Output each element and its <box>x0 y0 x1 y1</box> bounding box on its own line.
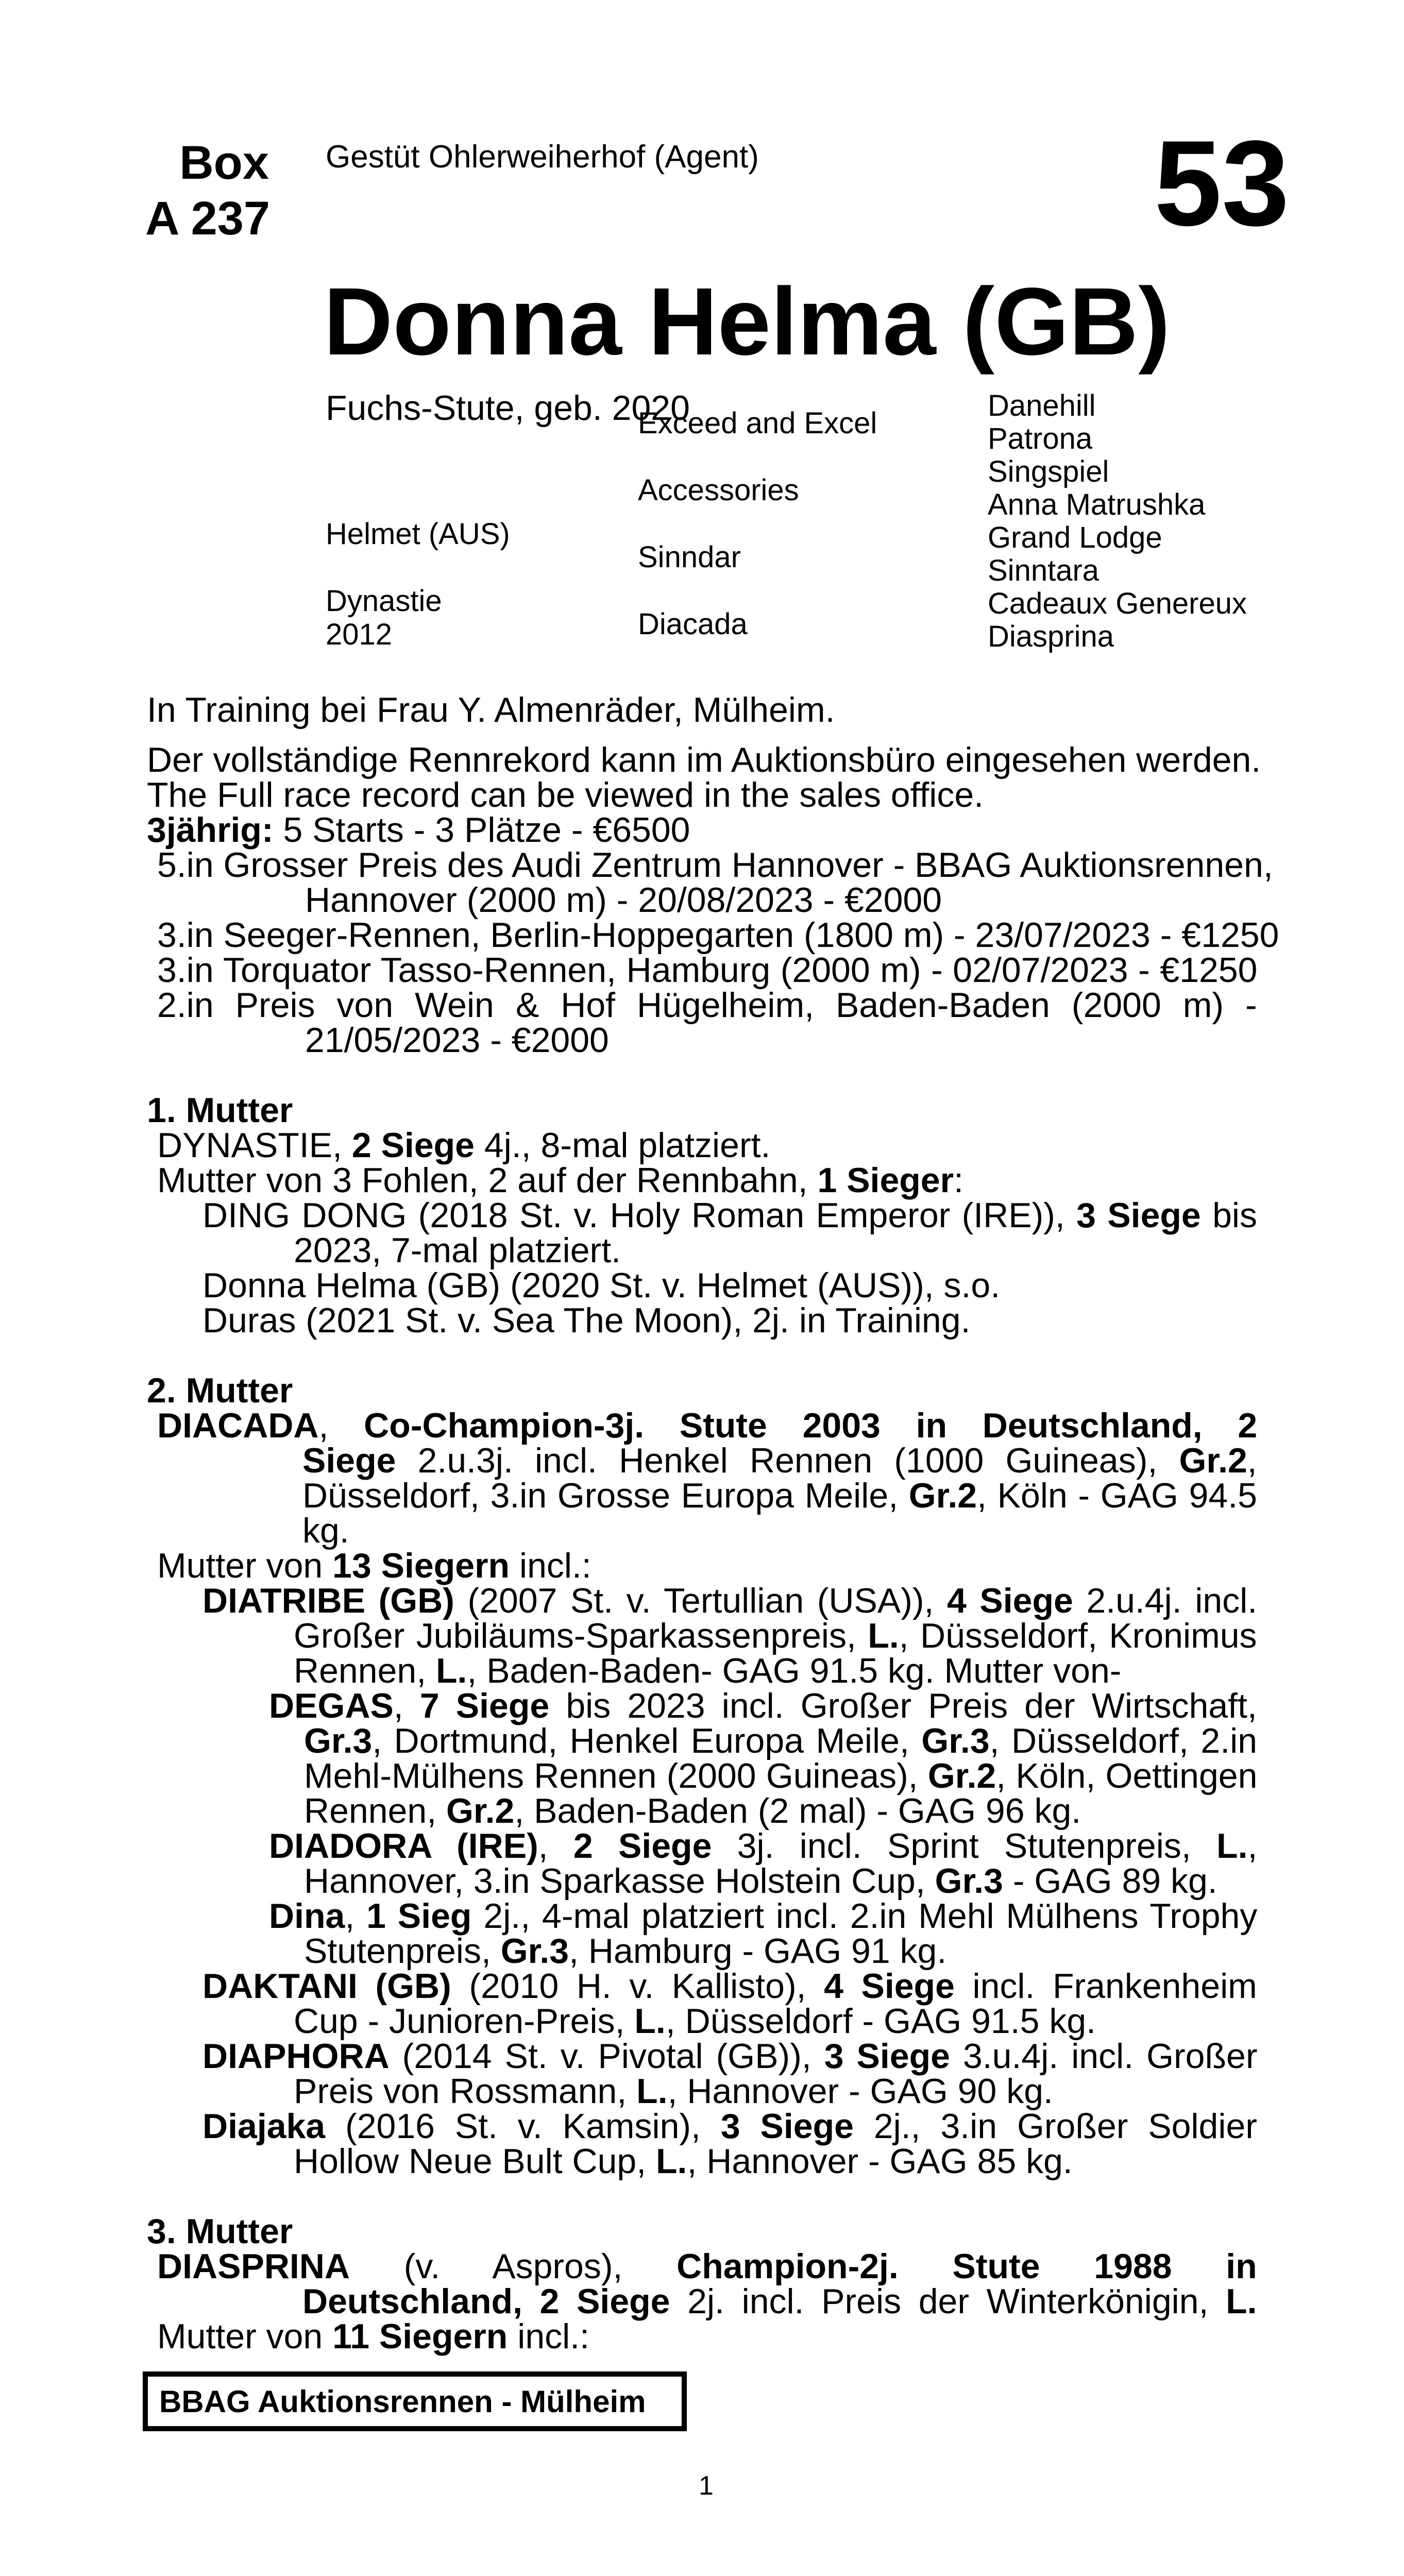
pedigree-gen3-2: Patrona <box>988 422 1093 455</box>
text-run: , Hannover - GAG 90 kg. <box>667 2072 1053 2111</box>
bold-run: L. <box>636 2072 668 2111</box>
text-line <box>294 2074 1053 2109</box>
text-run: 4j., 8-mal platziert. <box>475 1126 771 1165</box>
pedigree-sire-sire: Exceed and Excel <box>638 406 877 440</box>
text-line <box>304 1791 1081 1831</box>
bold-run: Gr.2 <box>927 1756 996 1795</box>
bold-run: Diajaka <box>202 2107 326 2146</box>
text-run: 5.in Grosser Preis des Audi Zentrum Hannover - BBAG Auktionsrennen, <box>157 845 1273 885</box>
text-run: bis <box>1200 1196 1258 1235</box>
text-run: , Köln - GAG 94.5 <box>977 1476 1257 1515</box>
text-run: , Düsseldorf - GAG 91.5 kg. <box>665 2002 1096 2041</box>
text-run: Hannover, 3.in Sparkasse Holstein Cup, <box>304 1861 935 1901</box>
text-run: kg. <box>302 1511 349 1550</box>
bold-run: Gr.2 <box>446 1791 515 1831</box>
text-run: 21/05/2023 - €2000 <box>305 1021 609 1060</box>
text-line <box>202 2039 1257 2074</box>
bold-run: 1 Sieg <box>366 1896 472 1936</box>
pedigree-gen3-7: Cadeaux Genereux <box>988 587 1247 620</box>
text-run: 3.u.4j. incl. Großer <box>950 2037 1258 2076</box>
text-line <box>147 1093 293 1128</box>
text-run: 2j., 4-mal platziert incl. 2.in Mehl Mülhens Trophy <box>471 1896 1258 1936</box>
text-run: (2016 St. v. Kamsin), <box>325 2107 721 2146</box>
text-run: 2.u.3j. incl. Henkel Rennen (1000 Guineas), <box>396 1441 1179 1480</box>
pedigree-gen3-3: Singspiel <box>988 455 1109 488</box>
sale-label-box <box>143 2371 687 2431</box>
text-run: 2j. incl. Preis der Winterkönigin, <box>670 2282 1226 2321</box>
bold-run: 2. Mutter <box>147 1371 293 1410</box>
text-run: Duras (2021 St. v. Sea The Moon), 2j. in Training. <box>202 1301 971 1340</box>
text-line <box>157 2319 589 2354</box>
bold-run: 2 Siege <box>573 1826 712 1866</box>
bold-run: Gr.3 <box>935 1861 1003 1901</box>
text-line <box>294 1618 1257 1653</box>
text-line <box>157 1548 591 1583</box>
pedigree-dam-sire: Sinndar <box>638 540 741 574</box>
text-run: Donna Helma (GB) (2020 St. v. Helmet (AUS)), s.o. <box>202 1266 1001 1305</box>
bold-run: Champion-2j. Stute 1988 in <box>676 2247 1257 2286</box>
text-line <box>304 1863 1217 1899</box>
text-run: Mutter von 3 Fohlen, 2 auf der Rennbahn, <box>157 1161 818 1200</box>
text-run: Preis von Rossmann, <box>294 2072 637 2111</box>
text-line <box>157 1408 1257 1443</box>
bold-run: Deutschland, 2 Siege <box>302 2282 670 2321</box>
text-run: , Düsseldorf, Kronimus <box>899 1616 1257 1655</box>
text-run: bis 2023 incl. Großer Preis der Wirtschaft, <box>549 1686 1257 1725</box>
text-run: 2.in Preis von Wein & Hof Hügelheim, Baden-Baden (2000 m) - <box>157 986 1257 1025</box>
text-line <box>157 2249 1257 2284</box>
text-run: , <box>538 1826 573 1866</box>
pedigree-dam-year: 2012 <box>326 618 393 651</box>
bold-run: 3 Siege <box>824 2037 950 2076</box>
text-run: (2014 St. v. Pivotal (GB)), <box>389 2037 824 2076</box>
bold-run: Siege <box>302 1441 396 1480</box>
text-run: Der vollständige Rennrekord kann im Auktionsbüro eingesehen werden. <box>147 740 1261 779</box>
consignor: Gestüt Ohlerweiherhof (Agent) <box>326 139 759 175</box>
text-line <box>305 1023 609 1058</box>
bold-run: 7 Siege <box>419 1686 550 1725</box>
text-run: Mutter von <box>157 1546 333 1585</box>
text-line <box>147 690 835 730</box>
bold-run: DIASPRINA <box>157 2247 350 2286</box>
text-run: Cup - Junioren-Preis, <box>294 2002 635 2041</box>
bold-run: 2 Siege <box>351 1126 475 1165</box>
pedigree-gen3-5: Grand Lodge <box>988 521 1162 554</box>
text-run: , Baden-Baden (2 mal) - GAG 96 kg. <box>514 1791 1081 1831</box>
text-run: (2007 St. v. Tertullian (USA)), <box>454 1581 947 1620</box>
bold-run: 4 Siege <box>946 1581 1073 1620</box>
text-line <box>202 1198 1257 1233</box>
text-line <box>157 988 1257 1023</box>
pedigree-gen3-6: Sinntara <box>988 554 1099 587</box>
text-line <box>147 2214 293 2249</box>
text-line <box>202 1969 1257 2004</box>
text-run: incl.: <box>508 2317 590 2356</box>
text-run: Mutter von <box>157 2317 333 2356</box>
lot-number: 53 <box>1154 115 1290 251</box>
bold-run: 3jährig: <box>147 810 274 850</box>
text-line <box>269 1688 1257 1723</box>
pedigree-gen3-8: Diasprina <box>988 620 1114 653</box>
text-run: 3.in Seeger-Rennen, Berlin-Hoppegarten (1800 m) - 23/07/2023 - €1250 <box>157 916 1279 955</box>
text-run: DYNASTIE, <box>157 1126 352 1165</box>
text-run: , Baden-Baden- GAG 91.5 kg. Mutter von- <box>467 1651 1122 1690</box>
text-line <box>269 1826 1258 1866</box>
text-run: , Hannover - GAG 85 kg. <box>687 2142 1073 2181</box>
bold-run: DAKTANI (GB) <box>202 1967 451 2006</box>
text-run: , <box>1247 1441 1257 1480</box>
pedigree-dam: Dynastie <box>326 584 442 618</box>
text-line <box>147 775 984 815</box>
bold-run: 1. Mutter <box>147 1091 293 1130</box>
text-line <box>157 953 1257 988</box>
bold-run: L. <box>1226 2282 1257 2321</box>
bold-run: L. <box>656 2142 687 2181</box>
bold-run: 11 Siegern <box>332 2317 508 2356</box>
text-line <box>202 1303 970 1338</box>
text-run: , <box>318 1406 364 1445</box>
text-line <box>294 2144 1073 2179</box>
box-label-line2: A 237 <box>145 192 270 245</box>
text-run: - GAG 89 kg. <box>1003 1861 1217 1901</box>
text-run: 3j. incl. Sprint Stutenpreis, <box>712 1826 1217 1866</box>
box-label <box>145 135 269 246</box>
text-run: Rennen, <box>294 1651 436 1690</box>
text-line <box>157 1163 963 1198</box>
text-line <box>157 845 1273 885</box>
text-line <box>302 1478 1257 1513</box>
bold-run: Gr.2 <box>908 1476 977 1515</box>
bold-run: Gr.3 <box>921 1721 990 1760</box>
text-run: Großer Jubiläums-Sparkassenpreis, <box>294 1616 868 1655</box>
sale-label: BBAG Auktionsrennen - Mülheim <box>159 2384 646 2419</box>
text-line <box>302 1443 1257 1478</box>
page-number: 1 <box>699 2471 714 2501</box>
text-run: In Training bei Frau Y. Almenräder, Mülheim. <box>147 690 835 730</box>
bold-run: 3. Mutter <box>147 2212 293 2251</box>
bold-run: DEGAS <box>269 1686 394 1725</box>
bold-run: Gr.2 <box>1179 1441 1247 1480</box>
bold-run: Co-Champion-3j. Stute 2003 in Deutschland, 2 <box>364 1406 1258 1445</box>
text-run: 2.u.4j. incl. <box>1073 1581 1258 1620</box>
text-line <box>302 1513 349 1548</box>
bold-run: 3 Siege <box>720 2107 854 2146</box>
text-line <box>304 1758 1257 1793</box>
text-line <box>147 742 1261 777</box>
text-line <box>294 1653 1121 1688</box>
text-line <box>302 2284 1257 2319</box>
text-run: incl. Frankenheim <box>954 1967 1257 2006</box>
horse-name: Donna Helma (GB) <box>324 268 1171 375</box>
pedigree-dam-dam: Diacada <box>638 607 748 641</box>
bold-run: 4 Siege <box>824 1967 955 2006</box>
bold-run: Dina <box>269 1896 345 1936</box>
text-run: Rennen, <box>304 1791 446 1831</box>
text-run: 2j., 3.in Großer Soldier <box>853 2107 1257 2146</box>
text-line <box>294 1233 621 1268</box>
pedigree-sire: Helmet (AUS) <box>326 517 510 551</box>
bold-run: DIAPHORA <box>202 2037 390 2076</box>
text-line <box>305 880 942 920</box>
pedigree-gen3-4: Anna Matrushka <box>988 488 1206 521</box>
text-run: , <box>345 1896 367 1936</box>
text-line <box>304 1723 1257 1758</box>
horse-description: Fuchs-Stute, geb. 2020 <box>326 388 690 428</box>
text-run: , <box>393 1686 420 1725</box>
text-run: , Köln, Oettingen <box>996 1756 1258 1795</box>
text-run: (2010 H. v. Kallisto), <box>451 1967 824 2006</box>
text-line <box>147 812 690 848</box>
text-line <box>202 1583 1257 1618</box>
text-run: Hollow Neue Bult Cup, <box>294 2142 656 2181</box>
pedigree-sire-dam: Accessories <box>638 473 799 507</box>
text-line <box>202 2109 1257 2144</box>
bold-run: 3 Siege <box>1076 1196 1201 1235</box>
text-run: , Düsseldorf, 2.in <box>989 1721 1258 1760</box>
bold-run: DIADORA (IRE) <box>269 1826 538 1866</box>
bold-run: 13 Siegern <box>332 1546 510 1585</box>
text-line <box>269 1896 1258 1936</box>
text-line <box>202 1268 1000 1303</box>
text-run: 5 Starts - 3 Plätze - €6500 <box>273 810 690 850</box>
text-run: (v. Aspros), <box>350 2247 677 2286</box>
text-line <box>157 1128 770 1163</box>
bold-run: DIACADA <box>157 1406 319 1445</box>
bold-run: Gr.3 <box>500 1931 569 1971</box>
text-run: Hannover (2000 m) - 20/08/2023 - €2000 <box>305 880 942 920</box>
bold-run: DIATRIBE (GB) <box>202 1581 454 1620</box>
bold-run: L. <box>634 2002 666 2041</box>
text-run: , Hamburg - GAG 91 kg. <box>569 1931 947 1971</box>
text-run: 2023, 7-mal platziert. <box>294 1231 621 1270</box>
text-run: Stutenpreis, <box>304 1931 501 1971</box>
text-line <box>294 2004 1096 2039</box>
text-run: Düsseldorf, 3.in Grosse Europa Meile, <box>302 1476 909 1515</box>
text-run: , Dortmund, Henkel Europa Meile, <box>372 1721 922 1760</box>
text-run: DING DONG (2018 St. v. Holy Roman Emperor (IRE)), <box>202 1196 1077 1235</box>
text-run: : <box>954 1161 963 1200</box>
text-run: The Full race record can be viewed in the sales office. <box>147 775 984 815</box>
box-label-line1: Box <box>179 137 269 189</box>
bold-run: Gr.3 <box>304 1721 373 1760</box>
text-run: 3.in Torquator Tasso-Rennen, Hamburg (2000 m) - 02/07/2023 - €1250 <box>157 951 1258 990</box>
text-line <box>147 1373 293 1408</box>
text-run: , <box>1247 1826 1258 1866</box>
text-line <box>157 918 1279 953</box>
bold-run: L. <box>868 1616 899 1655</box>
bold-run: 1 Sieger <box>817 1161 954 1200</box>
bold-run: L. <box>1216 1826 1248 1866</box>
bold-run: L. <box>435 1651 467 1690</box>
text-run: Mehl-Mülhens Rennen (2000 Guineas), <box>304 1756 928 1795</box>
text-run: incl.: <box>510 1546 591 1585</box>
text-line <box>304 1931 947 1971</box>
pedigree-gen3-1: Danehill <box>988 389 1096 422</box>
